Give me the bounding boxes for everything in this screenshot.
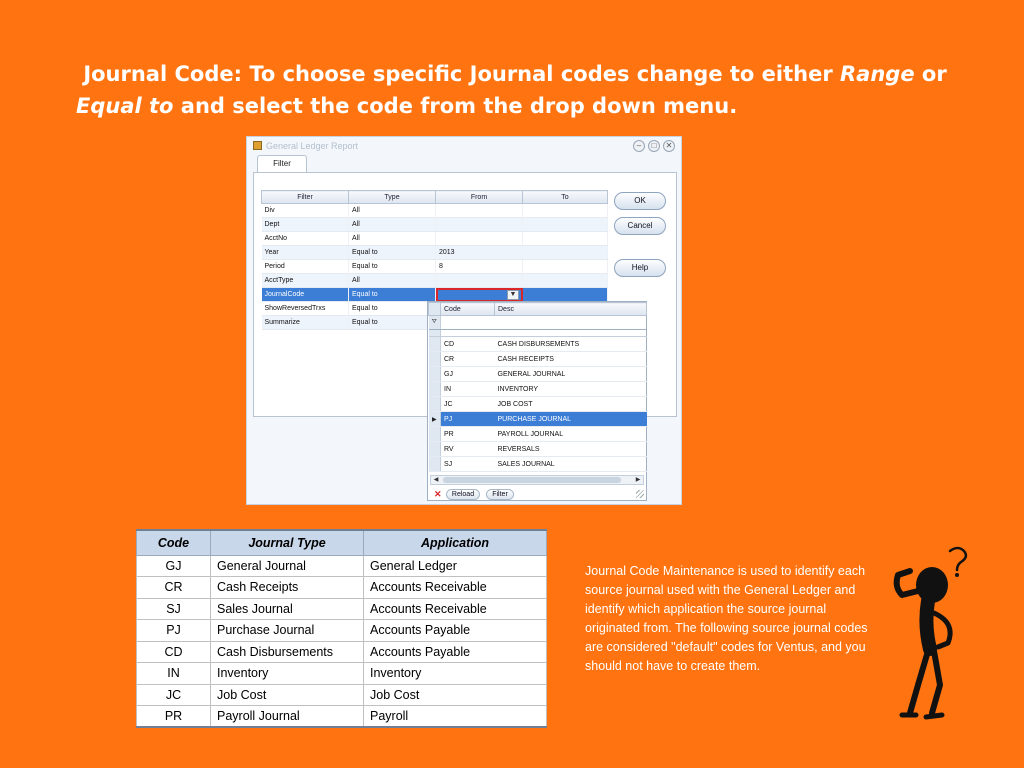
code-item-in[interactable] bbox=[429, 382, 647, 397]
heading-equal-to: Equal to bbox=[76, 94, 174, 118]
table-row bbox=[137, 620, 547, 642]
filter-to[interactable] bbox=[523, 232, 608, 246]
cell-code: PR bbox=[137, 706, 211, 728]
code-item-cr[interactable] bbox=[429, 352, 647, 367]
code-item-jc[interactable] bbox=[429, 397, 647, 412]
code-desc: SALES JOURNAL bbox=[495, 457, 647, 472]
filter-type[interactable]: Equal to bbox=[349, 316, 436, 330]
filter-name: Year bbox=[262, 246, 349, 260]
cell-code: CD bbox=[137, 641, 211, 663]
code-item-pr[interactable] bbox=[429, 427, 647, 442]
heading-range: Range bbox=[840, 62, 915, 86]
cell-application: Accounts Receivable bbox=[364, 598, 547, 620]
filter-row-div[interactable] bbox=[262, 204, 608, 218]
row-indicator bbox=[429, 457, 441, 472]
code-desc: CASH RECEIPTS bbox=[495, 352, 647, 367]
filter-type[interactable]: Equal to bbox=[349, 246, 436, 260]
filter-type[interactable]: Equal to bbox=[349, 302, 436, 316]
maximize-icon[interactable]: □ bbox=[648, 140, 660, 152]
table-row bbox=[137, 577, 547, 599]
code-desc: PURCHASE JOURNAL bbox=[495, 412, 647, 427]
row-pointer-icon: ▶ bbox=[429, 412, 441, 427]
filter-name: Dept bbox=[262, 218, 349, 232]
row-indicator bbox=[429, 382, 441, 397]
heading-text: Journal Code: To choose specific Journal codes change to either bbox=[83, 62, 840, 86]
filter-type[interactable]: All bbox=[349, 204, 436, 218]
filter-row-journalcode[interactable] bbox=[262, 288, 608, 302]
cell-journal-type: Job Cost bbox=[211, 684, 364, 706]
filter-name: AcctNo bbox=[262, 232, 349, 246]
table-row bbox=[137, 706, 547, 728]
scroll-left-icon[interactable]: ◀ bbox=[433, 477, 439, 483]
title-bar[interactable] bbox=[247, 137, 681, 156]
row-indicator bbox=[429, 427, 441, 442]
cell-code: CR bbox=[137, 577, 211, 599]
code-filter-input[interactable] bbox=[441, 316, 495, 330]
code-value: PR bbox=[441, 427, 495, 442]
cell-journal-type: Cash Receipts bbox=[211, 577, 364, 599]
filter-to[interactable] bbox=[523, 274, 608, 288]
tab-filter[interactable]: Filter bbox=[257, 155, 307, 173]
column-header-filter[interactable]: Filter bbox=[262, 191, 349, 204]
cell-application: Job Cost bbox=[364, 684, 547, 706]
cell-application: Inventory bbox=[364, 663, 547, 685]
cell-journal-type: Payroll Journal bbox=[211, 706, 364, 728]
filter-name: Div bbox=[262, 204, 349, 218]
code-desc: INVENTORY bbox=[495, 382, 647, 397]
cell-code: SJ bbox=[137, 598, 211, 620]
horizontal-scrollbar[interactable] bbox=[430, 475, 644, 485]
code-desc: PAYROLL JOURNAL bbox=[495, 427, 647, 442]
journalcode-from-dropdown[interactable] bbox=[436, 288, 523, 302]
column-header-type[interactable]: Type bbox=[349, 191, 436, 204]
column-header-to[interactable]: To bbox=[523, 191, 608, 204]
cell-application: Accounts Receivable bbox=[364, 577, 547, 599]
code-value: CD bbox=[441, 337, 495, 352]
filter-to[interactable] bbox=[523, 218, 608, 232]
scroll-thumb[interactable] bbox=[443, 477, 621, 483]
filter-from[interactable] bbox=[436, 204, 523, 218]
filter-input-row[interactable] bbox=[429, 316, 647, 330]
ok-button[interactable]: OK bbox=[614, 192, 666, 210]
filter-row-year[interactable] bbox=[262, 246, 608, 260]
window-title: General Ledger Report bbox=[266, 141, 359, 151]
reload-button[interactable]: Reload bbox=[446, 489, 480, 500]
filter-from[interactable]: 2013 bbox=[436, 246, 523, 260]
cell-journal-type: Cash Disbursements bbox=[211, 641, 364, 663]
table-row bbox=[137, 684, 547, 706]
row-header-corner bbox=[429, 303, 441, 316]
filter-row-dept[interactable] bbox=[262, 218, 608, 232]
thinking-figure-icon bbox=[880, 545, 980, 725]
code-value: SJ bbox=[441, 457, 495, 472]
filter-button[interactable]: Filter bbox=[486, 489, 514, 500]
filter-to[interactable] bbox=[523, 260, 608, 274]
dropdown-arrow-icon[interactable]: ▼ bbox=[507, 290, 519, 300]
code-item-rv[interactable] bbox=[429, 442, 647, 457]
code-item-gj[interactable] bbox=[429, 367, 647, 382]
row-indicator bbox=[429, 337, 441, 352]
journal-code-table bbox=[136, 529, 547, 728]
code-desc: GENERAL JOURNAL bbox=[495, 367, 647, 382]
code-desc: JOB COST bbox=[495, 397, 647, 412]
slide-heading bbox=[76, 58, 956, 122]
cell-application: Accounts Payable bbox=[364, 620, 547, 642]
table-row bbox=[137, 598, 547, 620]
side-note: Journal Code Maintenance is used to identify each source journal used with the General Ledger and identify which application the source journal originated from. The following source journal codes are considered "default" codes for Ventus, and you should not have to create them. bbox=[585, 564, 868, 673]
code-value: RV bbox=[441, 442, 495, 457]
code-desc: CASH DISBURSEMENTS bbox=[495, 337, 647, 352]
help-button[interactable]: Help bbox=[614, 259, 666, 277]
table-row bbox=[137, 663, 547, 685]
desc-filter-input[interactable] bbox=[495, 316, 647, 330]
cell-journal-type: Sales Journal bbox=[211, 598, 364, 620]
header-journal-type: Journal Type bbox=[211, 530, 364, 555]
resize-grip-icon[interactable] bbox=[636, 490, 644, 498]
tab-strip bbox=[253, 155, 675, 173]
filter-from[interactable] bbox=[436, 218, 523, 232]
cancel-button[interactable]: Cancel bbox=[614, 217, 666, 235]
row-indicator bbox=[429, 397, 441, 412]
code-item-pj[interactable] bbox=[429, 412, 647, 427]
table-row bbox=[137, 555, 547, 577]
code-item-cd[interactable] bbox=[429, 337, 647, 352]
filter-from[interactable]: 8 bbox=[436, 260, 523, 274]
filter-type[interactable]: All bbox=[349, 274, 436, 288]
cell-journal-type: Purchase Journal bbox=[211, 620, 364, 642]
cell-code: IN bbox=[137, 663, 211, 685]
header-code: Code bbox=[137, 530, 211, 555]
delete-x-icon[interactable]: ✕ bbox=[434, 489, 442, 499]
filter-type[interactable]: All bbox=[349, 232, 436, 246]
filter-to[interactable] bbox=[523, 246, 608, 260]
filter-from[interactable] bbox=[436, 232, 523, 246]
filter-funnel-icon[interactable]: ⛛ bbox=[429, 316, 441, 330]
cell-journal-type: Inventory bbox=[211, 663, 364, 685]
code-value: PJ bbox=[441, 412, 495, 427]
filter-type[interactable]: Equal to bbox=[349, 288, 436, 302]
filter-name: AcctType bbox=[262, 274, 349, 288]
cell-application: Payroll bbox=[364, 706, 547, 728]
table-row bbox=[137, 641, 547, 663]
row-indicator bbox=[429, 367, 441, 382]
spacer-row bbox=[429, 330, 647, 337]
row-indicator bbox=[429, 442, 441, 457]
filter-name: JournalCode bbox=[262, 288, 349, 302]
filter-name: Period bbox=[262, 260, 349, 274]
code-value: GJ bbox=[441, 367, 495, 382]
code-list-grid bbox=[428, 302, 647, 472]
code-value: IN bbox=[441, 382, 495, 397]
cell-code: GJ bbox=[137, 555, 211, 577]
app-icon bbox=[253, 141, 262, 150]
code-value: CR bbox=[441, 352, 495, 367]
code-item-sj[interactable] bbox=[429, 457, 647, 472]
filter-name: ShowReversedTrxs bbox=[262, 302, 349, 316]
filter-from[interactable] bbox=[436, 274, 523, 288]
scroll-right-icon[interactable]: ▶ bbox=[635, 477, 641, 483]
cell-application: General Ledger bbox=[364, 555, 547, 577]
row-indicator bbox=[429, 352, 441, 367]
journal-code-dropdown-list[interactable] bbox=[427, 301, 647, 501]
header-application: Application bbox=[364, 530, 547, 555]
filter-to[interactable] bbox=[523, 288, 608, 302]
filter-name: Summarize bbox=[262, 316, 349, 330]
close-icon[interactable]: ✕ bbox=[663, 140, 675, 152]
cell-code: JC bbox=[137, 684, 211, 706]
cell-application: Accounts Payable bbox=[364, 641, 547, 663]
filter-type[interactable]: All bbox=[349, 218, 436, 232]
filter-row-period[interactable] bbox=[262, 260, 608, 274]
cell-code: PJ bbox=[137, 620, 211, 642]
column-header-code[interactable]: Code bbox=[441, 303, 495, 316]
filter-row-acctno[interactable] bbox=[262, 232, 608, 246]
filter-type[interactable]: Equal to bbox=[349, 260, 436, 274]
heading-text-end: and select the code from the drop down menu. bbox=[173, 94, 738, 118]
heading-text-or: or bbox=[914, 62, 947, 86]
cell-journal-type: General Journal bbox=[211, 555, 364, 577]
code-desc: REVERSALS bbox=[495, 442, 647, 457]
column-header-from[interactable]: From bbox=[436, 191, 523, 204]
filter-row-accttype[interactable] bbox=[262, 274, 608, 288]
code-value: JC bbox=[441, 397, 495, 412]
column-header-desc[interactable]: Desc bbox=[495, 303, 647, 316]
filter-to[interactable] bbox=[523, 204, 608, 218]
minimize-icon[interactable]: – bbox=[633, 140, 645, 152]
